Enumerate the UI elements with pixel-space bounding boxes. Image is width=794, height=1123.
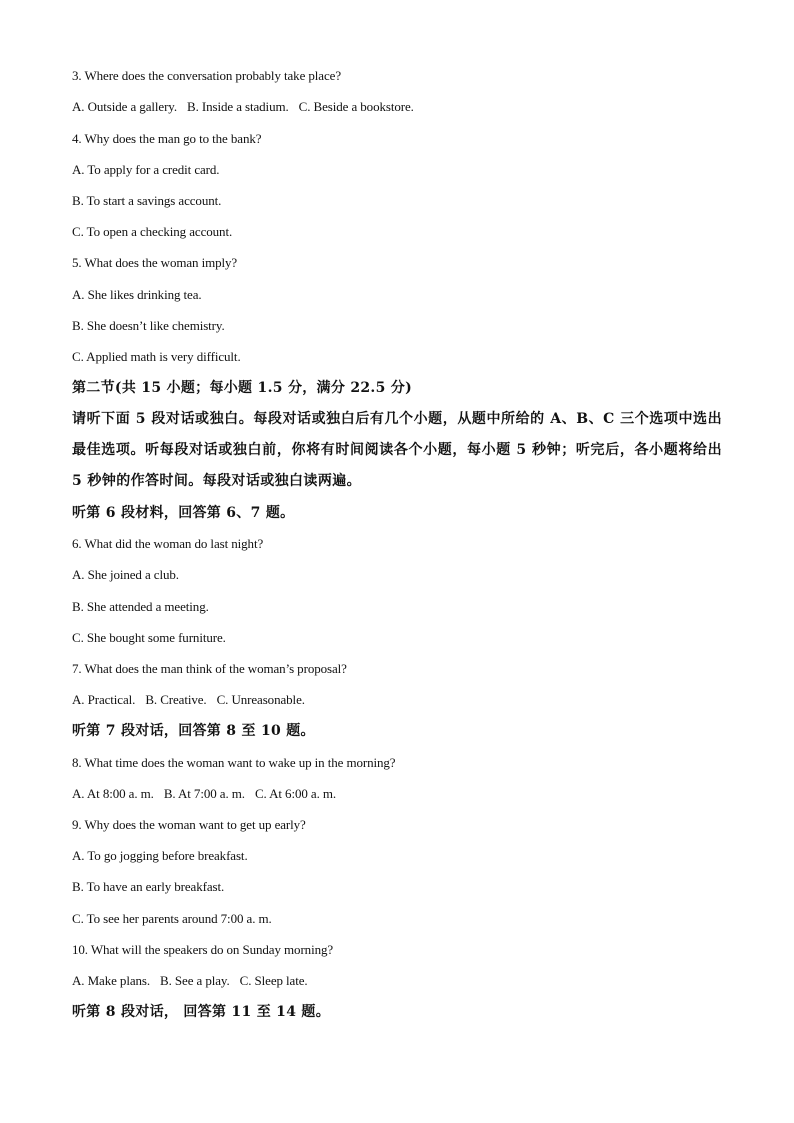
- question-8-option-b: B. At 7:00 a. m.: [163, 786, 245, 801]
- question-3-options: [72, 99, 414, 115]
- question-4-option-a: A. To apply for a credit card.: [72, 162, 220, 177]
- question-7-option-a: A. Practical.: [72, 692, 136, 707]
- question-5-option-c: C. Applied math is very difficult.: [72, 349, 241, 364]
- section-2-title: 第二节(共 15 小题；每小题 1.5 分，满分 22.5 分): [72, 380, 413, 396]
- question-10-option-a: A. Make plans.: [72, 973, 151, 988]
- question-7-option-b: B. Creative.: [145, 692, 207, 707]
- question-10-option-b: B. See a play.: [160, 973, 230, 988]
- question-9-option-c: C. To see her parents around 7:00 a. m.: [72, 911, 272, 926]
- question-6-option-b: B. She attended a meeting.: [72, 599, 209, 614]
- question-6-option-c: C. She bought some furniture.: [72, 630, 226, 645]
- question-5-option-a: A. She likes drinking tea.: [72, 287, 202, 302]
- question-9: 9. Why does the woman want to get up early?: [72, 817, 306, 832]
- question-5: 5. What does the woman imply?: [72, 255, 238, 270]
- question-10-options: [72, 973, 308, 989]
- question-6: 6. What did the woman do last night?: [72, 536, 264, 551]
- question-8-options: [72, 786, 336, 802]
- question-8-option-c: C. At 6:00 a. m.: [254, 786, 337, 801]
- question-3-option-b: B. Inside a stadium.: [187, 99, 289, 114]
- question-7-options: [72, 692, 305, 708]
- question-7: 7. What does the man think of the woman’s proposal?: [72, 661, 347, 676]
- section-2-instructions: 请听下面 5 段对话或独白。每段对话或独白后有几个小题，从题中所给的 A、B、C 三个选项中选出最佳选项。听每段对话或独白前，你将有时间阅读各个小题，每小题 5 秒钟；听完后，各小题将给出 5 秒钟的作答时间。每段对话或独白读两遍。: [72, 411, 722, 489]
- question-9-option-a: A. To go jogging before breakfast.: [72, 848, 248, 863]
- question-8: 8. What time does the woman want to wake up in the morning?: [72, 755, 396, 770]
- question-10-option-c: C. Sleep late.: [239, 973, 308, 988]
- question-4-option-b: B. To start a savings account.: [72, 193, 222, 208]
- question-8-option-a: A. At 8:00 a. m.: [72, 786, 154, 801]
- question-5-option-b: B. She doesn’t like chemistry.: [72, 318, 225, 333]
- question-9-option-b: B. To have an early breakfast.: [72, 879, 225, 894]
- passage-7-heading: 听第 7 段对话，回答第 8 至 10 题。: [72, 723, 315, 739]
- question-10: 10. What will the speakers do on Sunday morning?: [72, 942, 334, 957]
- question-4: 4. Why does the man go to the bank?: [72, 131, 262, 146]
- passage-8-heading: 听第 8 段对话， 回答第 11 至 14 题。: [72, 1004, 331, 1020]
- question-6-option-a: A. She joined a club.: [72, 567, 179, 582]
- question-3-option-a: A. Outside a gallery.: [72, 99, 177, 114]
- passage-6-heading: 听第 6 段材料，回答第 6、7 题。: [72, 505, 295, 521]
- question-3-option-c: C. Beside a bookstore.: [298, 99, 414, 114]
- question-7-option-c: C. Unreasonable.: [216, 692, 305, 707]
- question-4-option-c: C. To open a checking account.: [72, 224, 233, 239]
- question-3: 3. Where does the conversation probably take place?: [72, 68, 341, 83]
